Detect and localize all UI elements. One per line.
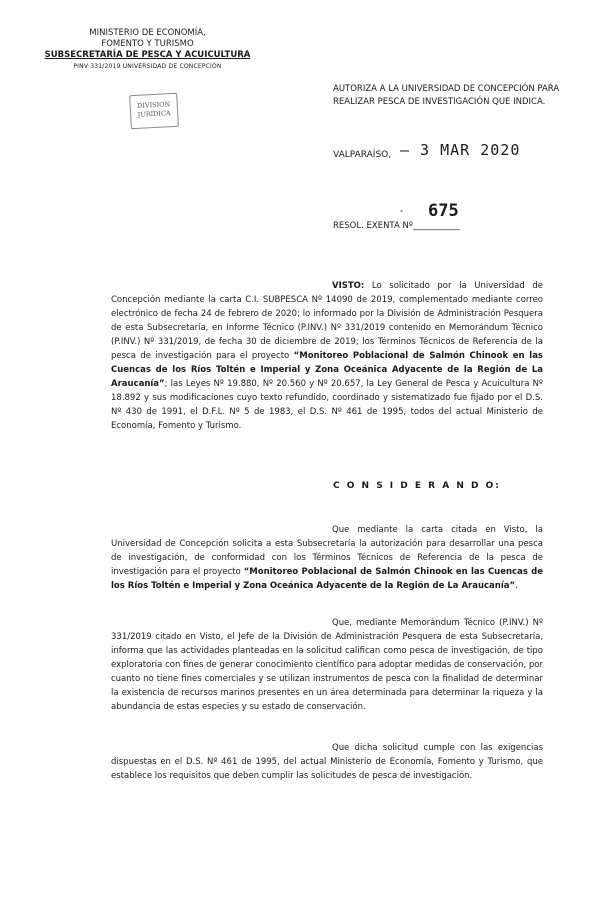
considerando-1-end: . xyxy=(515,581,518,591)
stamp-line-2: JURIDICA xyxy=(137,109,171,119)
visto-lead: VISTO: xyxy=(332,281,365,291)
resolution-label: RESOL. EXENTA Nº___________ xyxy=(333,221,460,231)
number-mark: * xyxy=(400,209,403,216)
ministry-name: MINISTERIO DE ECONOMÍA, xyxy=(89,28,206,38)
place: VALPARAÍSO, xyxy=(333,150,392,160)
considerando-1-text: Que mediante la carta citada en Visto, la Universidad de Concepción solicita a esta Subsecretaría la autorización para desarrollar una pesca de investigación, de conformidad con los Términos Técnicos de Referencia de la pesca de investigación para el proyecto xyxy=(111,525,543,577)
visto-project: “Monitoreo Poblacional de Salmón Chinook en las Cuencas de los Ríos Toltén e Imperial y Zona Oceánica Adyacente de la Región de La Araucanía” xyxy=(111,351,543,389)
considerando-3-text: Que dicha solicitud cumple con las exigencias dispuestas en el D.S. Nº 461 de 1995, del actual Ministerio de Economía, Fomento y Turismo, que establece los requisitos que deben cumplir las solicitudes de pesca de investigación. xyxy=(111,743,543,781)
division-stamp xyxy=(129,93,179,129)
considerando-1-project: “Monitoreo Poblacional de Salmón Chinook en las Cuencas de los Ríos Toltén e Imperial y Zona Oceánica Adyacente de la Región de La Araucanía” xyxy=(111,567,543,591)
letterhead xyxy=(40,28,255,72)
stamp-line-1: DIVISION xyxy=(136,100,171,110)
visto-text-1: Lo solicitado por la Universidad de Concepción mediante la carta C.I. SUBPESCA Nº 14090 de 2019, complementado mediante correo electrónico de fecha 24 de febrero de 2020; lo informado por la División de Administración Pesquera de esta Subsecretaría, en Informe Técnico (P.INV.) Nº 331/2019 contenido en Memorándum Técnico (P.INV.) Nº 331/2019, de fecha 30 de diciembre de 2019; los Términos Técnicos de Referencia de la pesca de investigación para el proyecto xyxy=(111,281,543,361)
ministry-name-2: FOMENTO Y TURISMO xyxy=(101,39,194,49)
visto-paragraph xyxy=(111,279,543,433)
considerando-1 xyxy=(111,523,543,593)
considerando-2-text: Que, mediante Memorándum Técnico (P.INV.) Nº 331/2019 citado en Visto, el Jefe de la División de Administración Pesquera de esta Subsecretaría, informa que las actividades planteadas en la solicitud califican como pesca de investigación, de tipo exploratoria con fines de generar conocimiento científico para adoptar medidas de conservación, por cuanto no tiene fines comerciales y se utilizan instrumentos de pesca con la finalidad de determinar la existencia de recursos marinos presentes en un área determinada para determinar la riqueza y la abundancia de estas especies y su estado de conservación. xyxy=(111,618,543,712)
considerando-3 xyxy=(111,741,543,783)
undersecretariat-name: SUBSECRETARÍA DE PESCA Y ACUICULTURA xyxy=(44,50,251,60)
considerando-heading: C O N S I D E R A N D O: xyxy=(333,481,501,491)
considerando-2 xyxy=(111,616,543,714)
resolution-number: 675 xyxy=(428,201,459,221)
date-stamp: – 3 MAR 2020 xyxy=(400,141,521,159)
file-reference: PINV 331/2019 UNIVERSIDAD DE CONCEPCIÓN xyxy=(73,63,222,70)
subject-line: AUTORIZA A LA UNIVERSIDAD DE CONCEPCIÓN PARA REALIZAR PESCA DE INVESTIGACIÓN QUE INDICA. xyxy=(333,84,560,107)
visto-text-2: ; las Leyes Nº 19.880, Nº 20.560 y Nº 20.657, la Ley General de Pesca y Acuicultura Nº 18.892 y sus modificaciones cuyo texto refundido, coordinado y sistematizado fue fijado por el D.S. Nº 430 de 1991, el D.F.L. Nº 5 de 1983, el D.S. Nº 461 de 1995, todos del actual Ministerio de Economía, Fomento y Turismo. xyxy=(111,379,543,431)
